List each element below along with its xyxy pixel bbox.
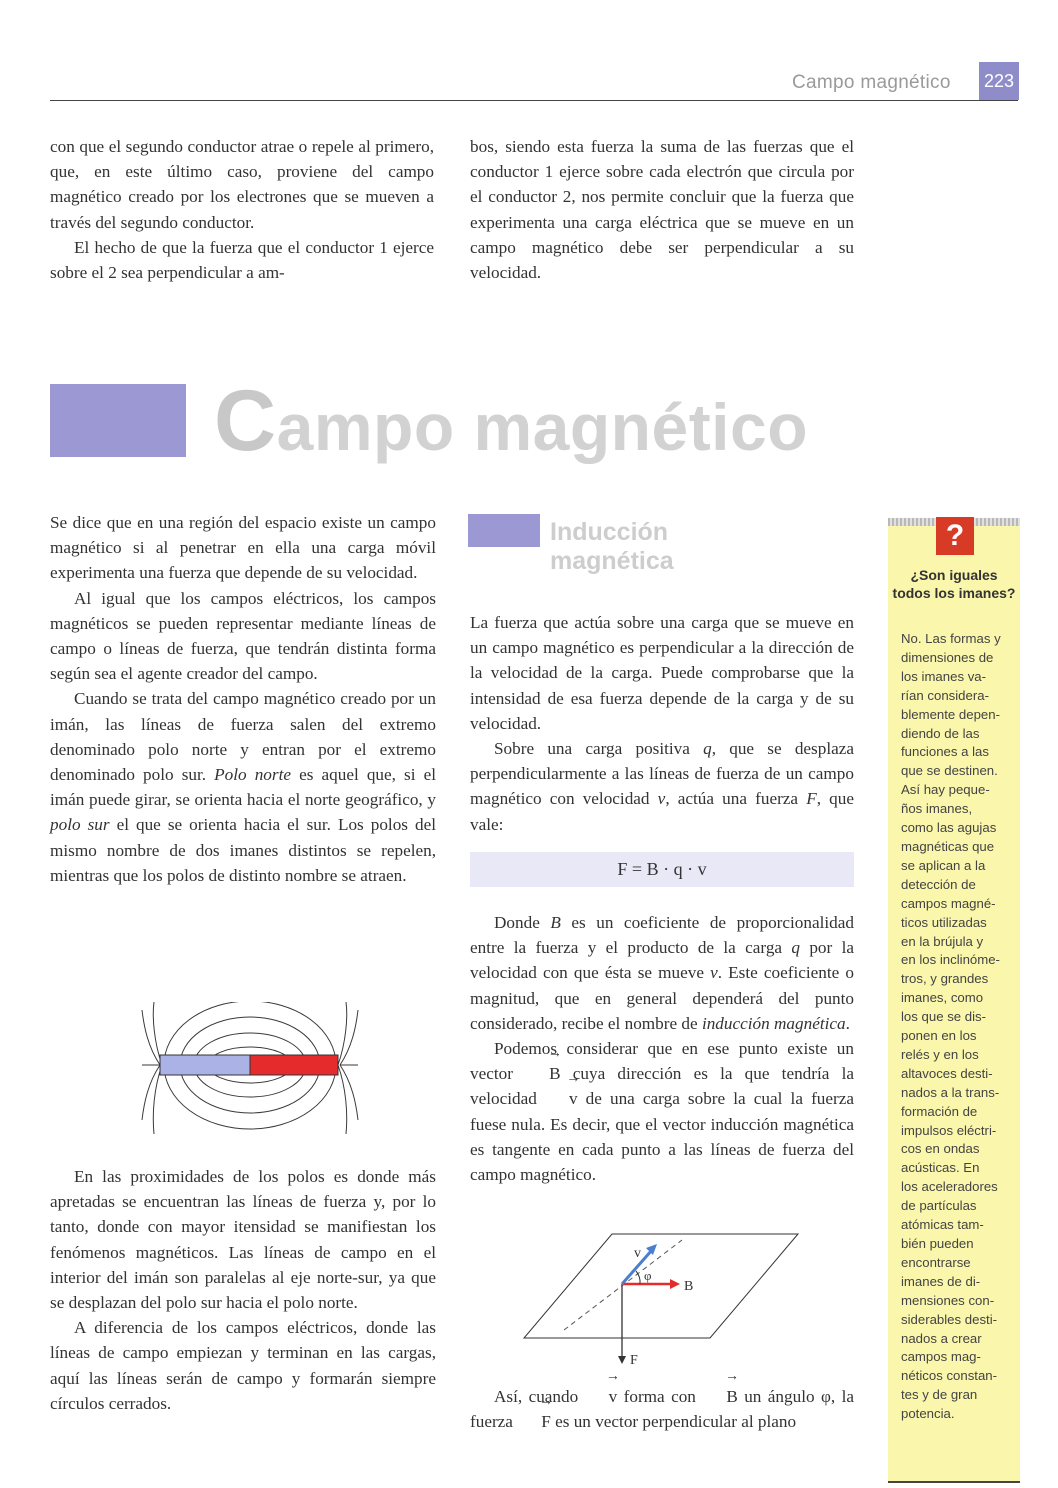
vector-f-label: F: [630, 1353, 638, 1368]
right-column-bottom: [470, 1384, 854, 1434]
vector-b-label: B: [684, 1279, 694, 1294]
paragraph: Cuando se trata del campo magnético creado por un imán, las líneas de fuerza salen del extremo denominado polo norte y entran por el extremo denominado polo sur. Polo norte es aquel que, si el imán puede girar, se orienta hacia el norte geográfico, y polo sur el que se orienta hacia el sur. Los polos del mismo nombre de dos imanes distintos se repelen, mientras que los polos de distinto nombre se atraen.: [50, 689, 436, 885]
subsection-title-bar: [468, 514, 540, 547]
left-column-continued: [50, 1164, 436, 1416]
section-title-initial: C: [214, 373, 277, 469]
running-header-title: Campo magnético: [792, 72, 951, 93]
section-title: [214, 373, 809, 472]
formula-box: F = B · q · v: [470, 852, 854, 887]
section-title-rest: ampo magnético: [276, 390, 809, 464]
header-rule: [50, 100, 1018, 101]
left-column: [50, 510, 436, 888]
question-badge-icon: ?: [936, 517, 974, 555]
paragraph: En las proximidades de los polos es donde más apretadas se encuentran las líneas de fuerza y, por lo tanto, donde con mayor itensidad se manifiestan los fenómenos magnéticos. Las líneas de campo en el interior del imán son paralelas al eje norte-sur, ya que se desplazan del polo sur hacia el polo norte.: [50, 1167, 436, 1313]
paragraph: La fuerza que actúa sobre una carga que se mueve en un campo magnético es perpendicular a la dirección de la velocidad de la carga. Puede comprobarse que la intensidad de esa fuerza depende de la carga y de su velocidad.: [470, 613, 854, 733]
right-column: [470, 610, 854, 837]
subsection-title: Inducción magnética: [550, 518, 674, 575]
paragraph: bos, siendo esta fuerza la suma de las fuerzas que el conductor 1 ejerce sobre cada electrón que circula por el conductor 2, nos permite concluir que la fuerza que experimenta una carga eléctrica que se mueve en un campo magnético debe ser perpendicular a su velocidad.: [470, 137, 854, 283]
paragraph: Donde B es un coeficiente de proporcionalidad entre la fuerza y el producto de la carga q por la velocidad con que ésta se mueve v. Este coeficiente o magnitud, que en general dependerá del punto considerado, recibe el nombre de inducción magnética.: [470, 913, 854, 1033]
paragraph: Se dice que en una región del espacio existe un campo magnético si al penetrar en ella una carga móvil experimenta una fuerza que depende de su velocidad.: [50, 513, 436, 583]
right-column-continued: [470, 910, 854, 1187]
vector-v-label: v: [634, 1246, 641, 1261]
magnet-south-pole: [160, 1055, 250, 1075]
magnet-north-pole: [250, 1055, 338, 1075]
paragraph: El hecho de que la fuerza que el conductor 1 ejerce sobre el 2 sea perpendicular a am-: [50, 237, 434, 283]
page-number: 223: [979, 62, 1019, 100]
paragraph: A diferencia de los campos eléctricos, donde las líneas de campo empiezan y terminan en las cargas, aquí las líneas serán de campo y formarán siempre círculos cerrados.: [50, 1318, 436, 1413]
vector-plane-figure: [520, 1226, 805, 1371]
sidebar-body: No. Las formas y dimensiones de los imanes va- rían considera- blemente depen- diendo de las funciones a las que se destinen. Así hay peque- ños imanes, como las agujas magnéticas que se aplican a la detección de campos magné- ticos utilizadas en la brújula y en los inclinóme- tros, y grandes imanes, como los que se dis- ponen en los relés y en los altavoces desti- nados a la trans- formación de impulsos eléctri- cos en ondas acústicas. En los aceleradores de partículas atómicas tam- bién pueden encontrarse imanes de di- mensiones con- siderables desti- nados a crear campos mag- néticos constan- tes y de gran potencia.: [901, 631, 1001, 1422]
paragraph: Al igual que los campos eléctricos, los campos magnéticos se pueden representar mediante líneas de campo o líneas de fuerza, que tendrán distinta forma según sea el agente creador del campo.: [50, 588, 436, 684]
top-right-column: [470, 134, 854, 285]
section-title-bar: [50, 384, 186, 457]
paragraph: Así, cuando → v forma con → B un ángulo φ, la fuerza → F es un vector perpendicular al plano: [470, 1384, 854, 1434]
paragraph: Podemos considerar que en ese punto existe un vector → B cuya dirección es la que tendría la velocidad → v de una carga sobre la cual la fuerza fuese nula. Es decir, que el vector inducción magnética es tangente en cada punto a las líneas de fuerza del campo magnético.: [470, 1036, 854, 1187]
magnet-field-figure: [140, 1002, 360, 1134]
paragraph: Sobre una carga positiva q, que se desplaza perpendicularmente a las líneas de fuerza de un campo magnético con velocidad v, actúa una fuerza F, que vale:: [470, 739, 854, 834]
top-left-column: [50, 134, 434, 285]
angle-phi-label: φ: [644, 1268, 652, 1283]
sidebar-bottom-rule: [888, 1481, 1020, 1483]
sidebar-heading: ¿Son iguales todos los imanes?: [892, 567, 1016, 601]
paragraph: con que el segundo conductor atrae o repele al primero, que, en este último caso, proviene del campo magnético creado por los electrones que se mueven a través del segundo conductor.: [50, 137, 434, 232]
